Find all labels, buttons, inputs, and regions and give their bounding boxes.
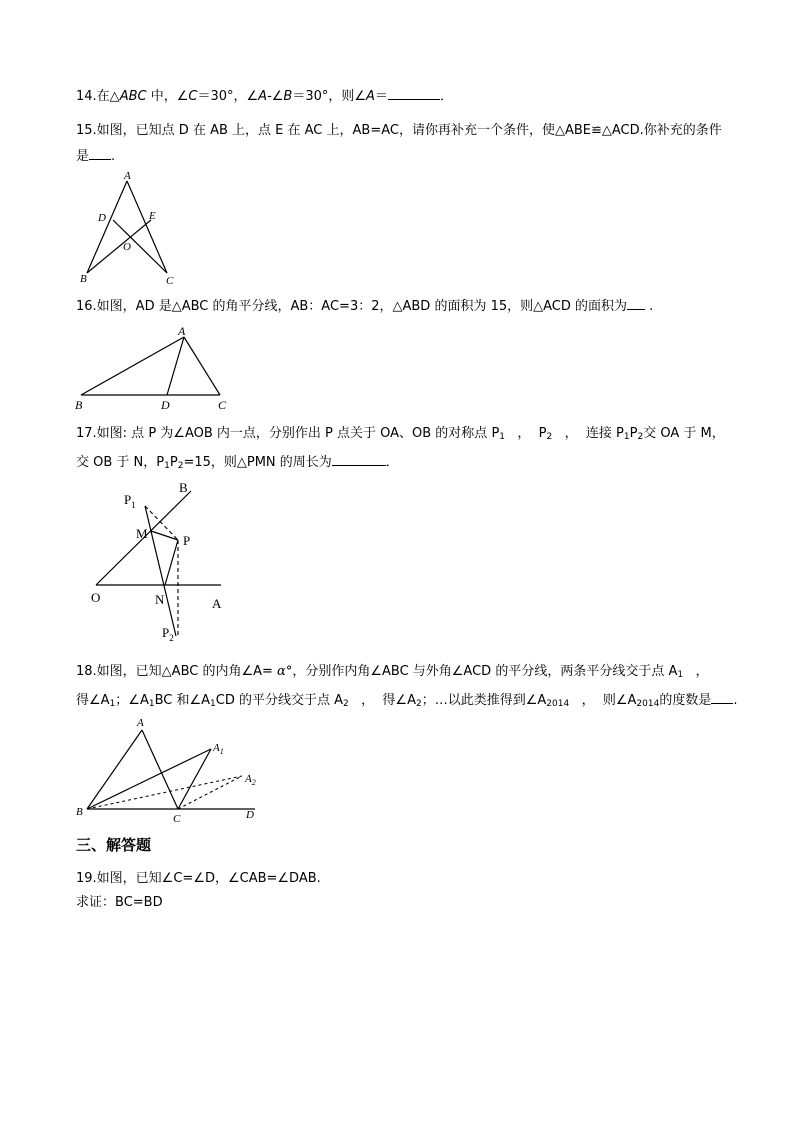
q18-sub: 1 [148,699,155,709]
label-b: B [76,806,83,818]
label-a2-sub: 2 [251,778,256,787]
q15-text: 是 [76,149,90,164]
label-a2 [244,773,256,787]
label-a1-sub: 1 [219,747,224,756]
q18-sub: 2 [343,699,349,709]
q14-text: -∠ [267,89,284,104]
bisector-ba2 [87,776,242,809]
answer-blank[interactable] [711,689,733,704]
q15-line1: 15.如图，已知点 D 在 AB 上，点 E 在 AC 上，AB=AC，请你再补充一个条件，使△ABE≌△ACD.你补充的条件 [76,123,722,138]
segment-mp [151,531,178,540]
q17-sub: 2 [637,432,644,442]
q14-b: B [283,89,293,104]
question-18 [76,659,738,717]
question-14 [76,84,726,110]
q18-sub: 2014 [546,699,570,709]
label-b: B [80,273,87,285]
q14-a: A [258,89,268,104]
segment-ac [127,181,167,273]
label-p2-main: P [162,625,170,640]
label-a1-main: A [213,742,220,754]
label-d: D [161,398,170,412]
q16-text: 16.如图，AD 是△ABC 的角平分线，AB：AC=3：2，△ABD 的面积为 15，则△ACD 的面积为 [76,299,627,314]
label-e: E [149,210,156,222]
label-d: D [246,809,254,821]
q18-text: ，分别作内角∠ABC 与外角∠ACD 的平分线，两条平分线交于点 A [292,664,678,679]
q18-line1 [76,659,726,688]
label-c: C [173,813,181,825]
q17-text: ， 连接 P [552,426,624,441]
question-15 [76,118,726,170]
q18-sub: 2014 [636,699,660,709]
q17-figure [84,476,244,652]
segment-ac [184,337,220,395]
q14-text: ． [439,89,453,104]
segment-ac [142,730,178,809]
label-c: C [218,398,227,412]
q16-text: . [645,299,654,314]
q14-text: 中，∠ [146,89,189,104]
label-p2 [162,625,174,643]
question-17 [76,421,726,479]
q18-text: CD 的平分线交于点 A [215,693,344,708]
q15-text: . [111,149,116,164]
q17-text: 交 OB 于 N，P [76,455,165,470]
label-m: M [136,526,148,541]
label-c: C [166,275,174,287]
q17-sub: 1 [164,461,170,471]
q18-text: 得∠A [76,693,110,708]
label-a: A [124,170,131,182]
q17-text: ， P [505,426,547,441]
segment-pn [165,540,178,585]
label-p1-sub: 1 [131,500,136,510]
q14-text: ＝30°，则∠ [292,89,367,104]
q18-text: 的度数是 [659,693,712,708]
segment-ab [81,337,184,395]
label-p: P [183,533,191,548]
label-o: O [123,241,131,253]
q18-sub: 1 [677,670,684,680]
label-d: D [98,212,106,224]
label-o: O [91,590,101,605]
q17-sub: 1 [623,432,630,442]
q18-text: BC 和∠A [154,693,211,708]
q18-text: ， [683,664,709,679]
q15-figure [70,168,200,290]
q18-text: ， 则∠A [569,693,637,708]
answer-blank[interactable] [627,295,645,310]
label-p1 [124,492,136,510]
label-p2-sub: 2 [169,633,174,643]
q18-text: . [733,693,738,708]
q14-text: ＝ [374,89,388,104]
q18-sub: 2 [415,699,422,709]
q14-text: 14.在△ [76,89,120,104]
question-19 [76,866,726,916]
q17-text: ． [385,455,399,470]
q14-a: A [366,89,375,104]
answer-blank[interactable] [89,145,111,160]
q18-text: ， 得∠A [348,693,416,708]
q14-text: ＝30°，∠ [197,89,259,104]
answer-blank[interactable] [332,451,386,466]
q19-line2: 求证：BC=BD [76,895,163,910]
segment-ab [87,181,127,273]
q14-c: C [188,89,198,104]
bisector-ba1 [87,749,211,809]
label-b: B [75,398,83,412]
segment-ba [87,730,142,809]
section-heading: 三、解答题 [76,836,152,854]
q18-alpha: α° [277,664,293,679]
label-a: A [212,596,222,611]
segment-cd [113,220,167,273]
q18-sub: 1 [109,699,116,709]
q14-abc: ABC [119,89,147,104]
q18-text: 18.如图，已知△ABC 的内角∠A= [76,664,278,679]
answer-blank[interactable] [388,85,440,100]
q17-text: =15，则△PMN 的周长为 [183,455,332,470]
q17-sub: 2 [546,432,553,442]
q18-text: ；∠A [115,693,149,708]
q17-line2 [76,450,726,479]
q17-text: P [169,455,178,470]
label-n: N [155,592,165,607]
segment-be [87,220,151,273]
label-p1-main: P [124,492,132,507]
label-a1 [212,742,224,756]
label-a: A [137,717,144,729]
label-a2-main: A [245,773,252,785]
q18-sub: 1 [210,699,216,709]
q15-line2 [76,144,726,170]
label-b: B [179,480,188,495]
q18-line2 [76,688,738,717]
q17-sub: 1 [499,432,506,442]
q17-text: P [629,426,638,441]
q19-line1: 19.如图，已知∠C=∠D，∠CAB=∠DAB. [76,871,321,886]
q17-text: 17.如图: 点 P 为∠AOB 内一点，分别作出 P 点关于 OA、OB 的对称点 P [76,426,500,441]
q18-text: ；…以此类推得到∠A [421,693,547,708]
q17-text: 交 OA 于 M， [643,426,725,441]
q17-line1 [76,421,726,450]
q17-sub: 2 [177,461,184,471]
question-16 [76,294,726,320]
segment-p1p2 [145,506,176,636]
label-a: A [178,324,186,338]
q16-figure [70,322,240,414]
q18-figure [70,714,270,826]
